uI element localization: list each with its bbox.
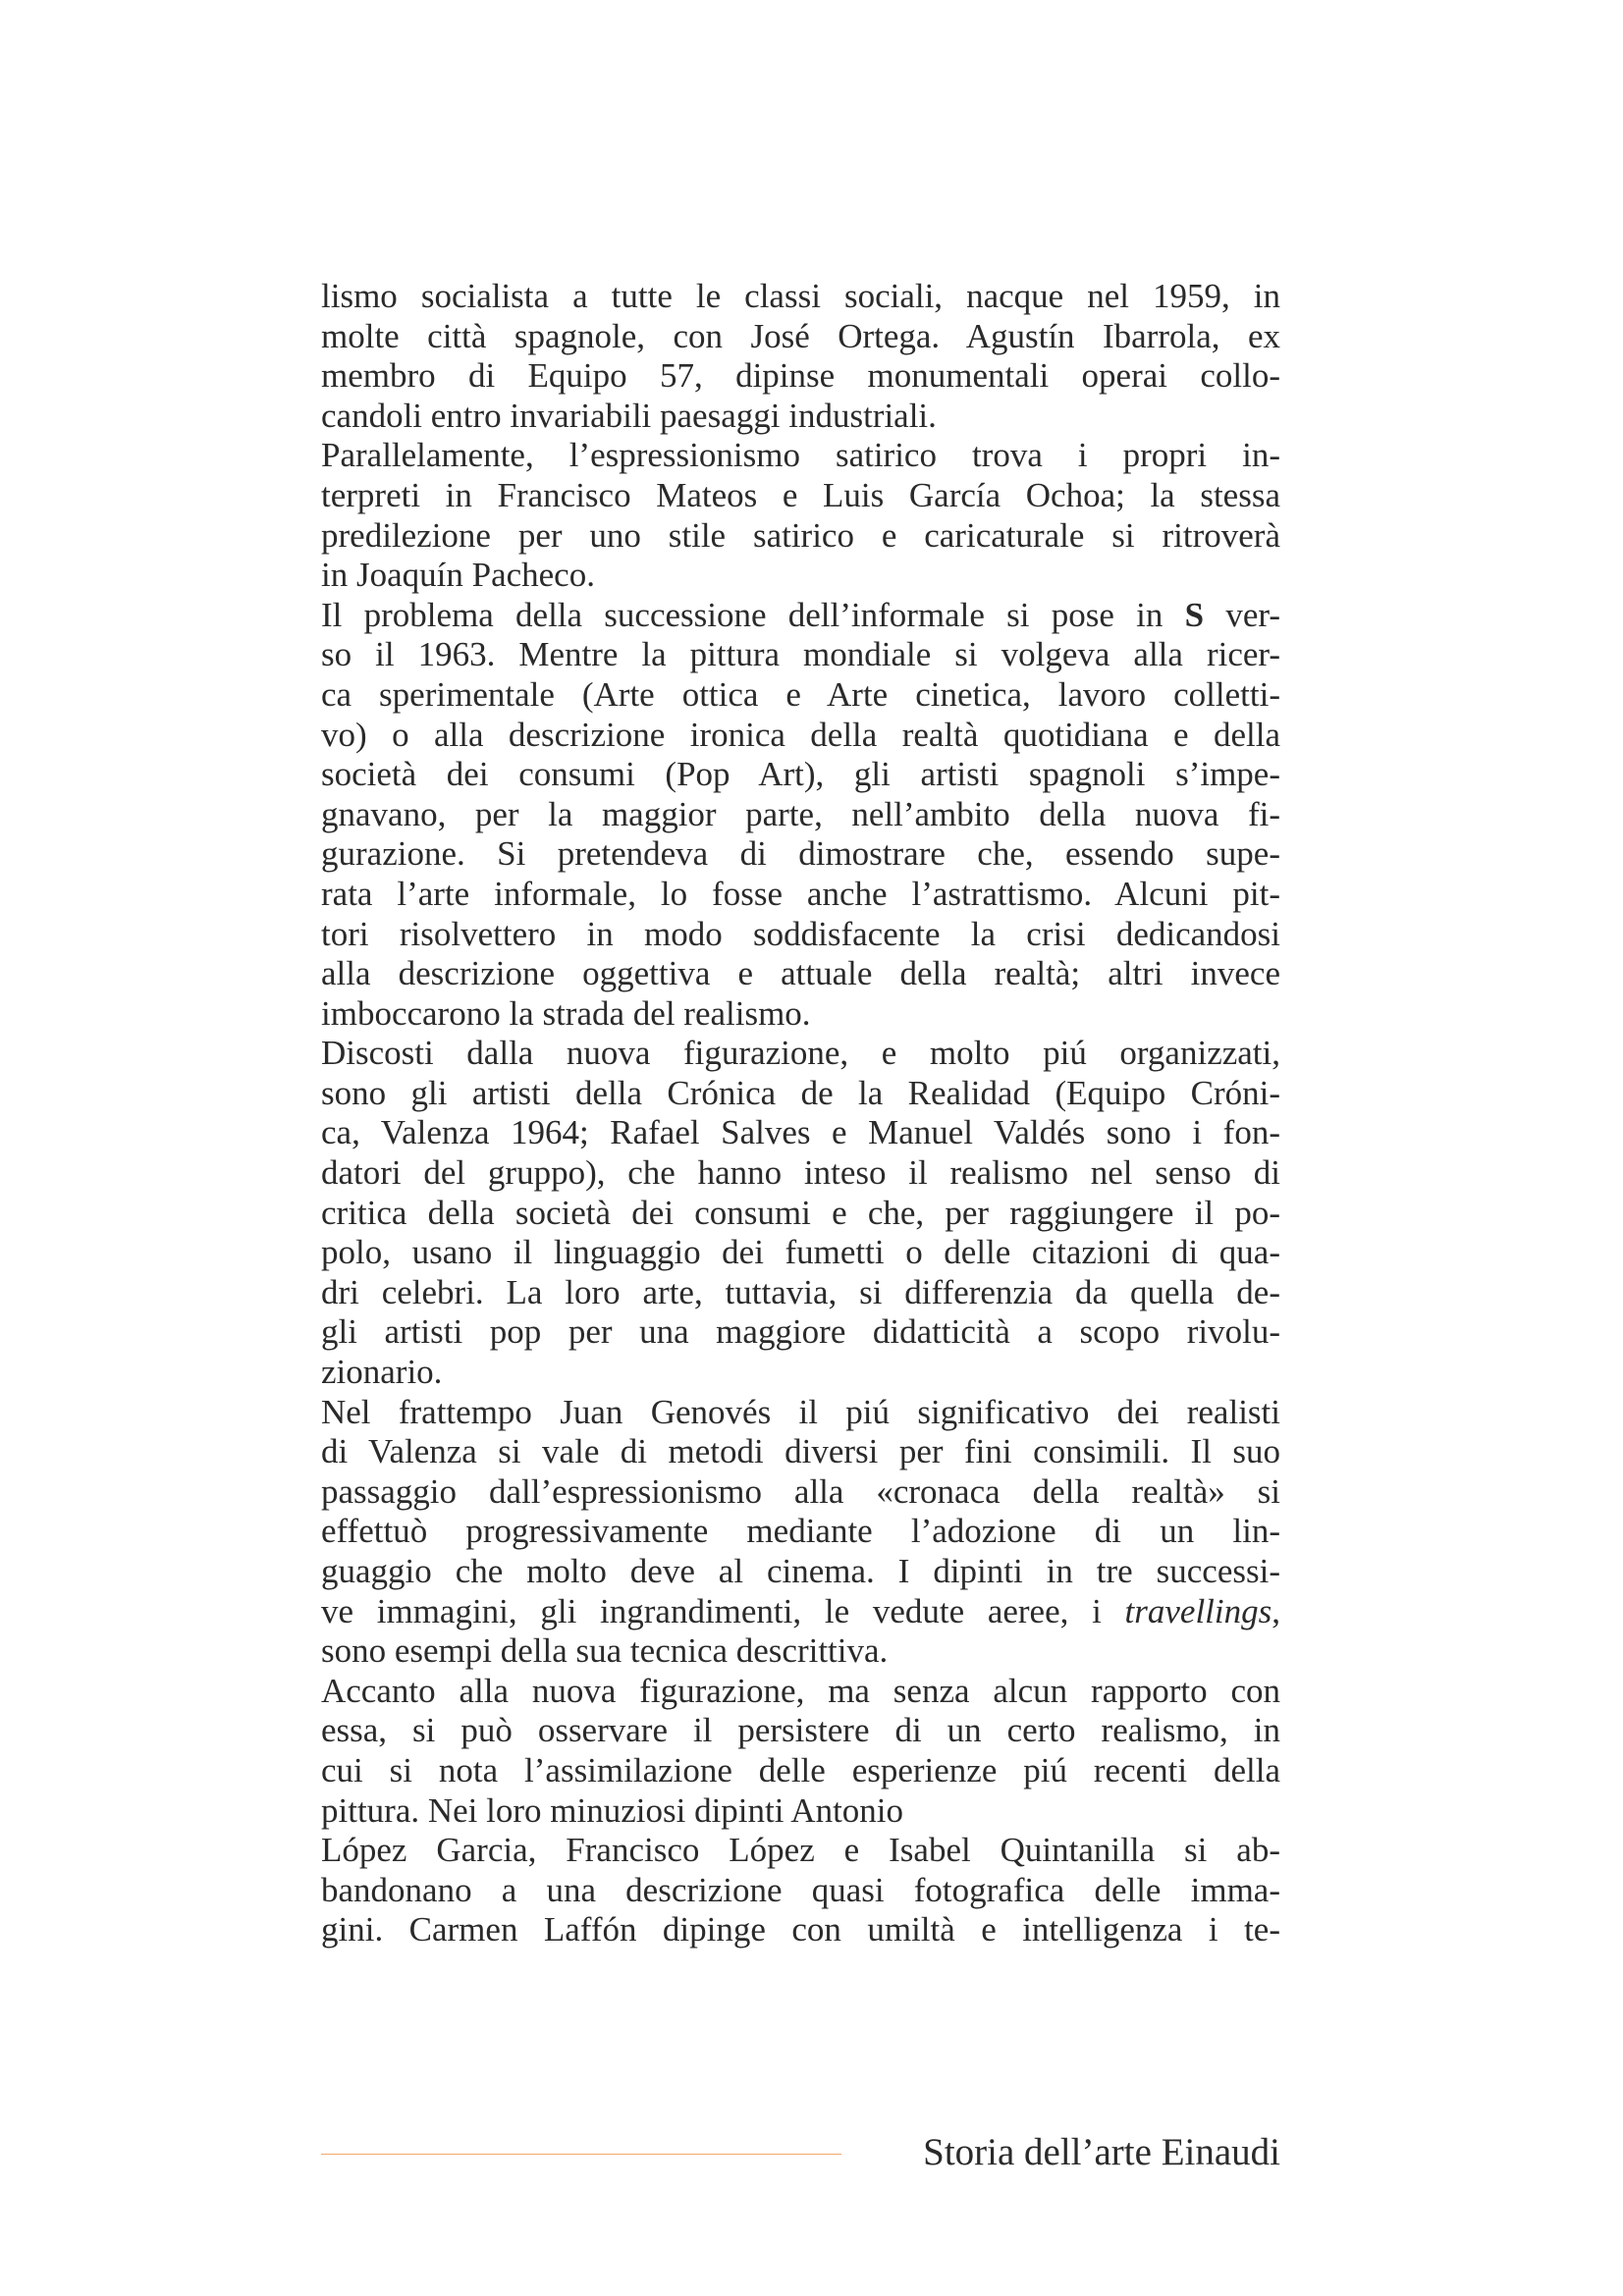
text-line: terpreti in Francisco Mateos e Luis García Ochoa; la stessa [321, 475, 1280, 514]
text-line: cui si nota l’assimilazione delle esperienze piú recenti della [321, 1750, 1280, 1789]
text-line: vo) o alla descrizione ironica della realtà quotidiana e della [321, 715, 1280, 754]
text-line: imboccarono la strada del realismo. [321, 993, 811, 1033]
text-line: polo, usano il linguaggio dei fumetti o delle citazioni di qua- [321, 1233, 1280, 1272]
text-line: molte città spagnole, con José Ortega. Agustín Ibarrola, ex [321, 316, 1280, 355]
text-line: gli artisti pop per una maggiore didatticità a scopo rivolu- [321, 1312, 1280, 1352]
text-line: essa, si può osservare il persistere di un certo realismo, in [321, 1711, 1280, 1750]
text-line: Discosti dalla nuova figurazione, e molto piú organizzati, [321, 1034, 1280, 1073]
text-line: critica della società dei consumi e che, per raggiungere il po- [321, 1193, 1280, 1232]
text-line [321, 596, 1280, 636]
text-line: passaggio dall’espressionismo alla «cronaca della realtà» si [321, 1471, 1280, 1511]
text-segment: , [1271, 1591, 1280, 1630]
text-line: López Garcia, Francisco López e Isabel Quintanilla si ab- [321, 1831, 1280, 1870]
text-line: alla descrizione oggettiva e attuale della realtà; altri invece [321, 954, 1280, 993]
text-line: lismo socialista a tutte le classi sociali, nacque nel 1959, in [321, 277, 1280, 315]
footer-rule [321, 2154, 841, 2155]
footer-title: Storia dell’arte Einaudi [923, 2131, 1280, 2173]
italic-term: travellings [1124, 1591, 1272, 1630]
text-segment: ver- [1204, 595, 1280, 634]
text-line: predilezione per uno stile satirico e caricaturale si ritroverà [321, 515, 1280, 555]
text-line: membro di Equipo 57, dipinse monumentali operai collo- [321, 356, 1280, 396]
text-line: datori del gruppo), che hanno inteso il realismo nel senso di [321, 1153, 1280, 1193]
text-line: gurazione. Si pretendeva di dimostrare che, essendo supe- [321, 834, 1280, 874]
text-segment: ve immagini, gli ingrandimenti, le vedute aeree, i [321, 1591, 1125, 1630]
text-line: gini. Carmen Laffón dipinge con umiltà e intelligenza i te- [321, 1910, 1280, 1949]
text-line: Accanto alla nuova figurazione, ma senza alcun rapporto con [321, 1671, 1280, 1710]
text-line: in Joaquín Pacheco. [321, 556, 595, 595]
text-line: rata l’arte informale, lo fosse anche l’astrattismo. Alcuni pit- [321, 874, 1280, 913]
text-line: Parallelamente, l’espressionismo satirico trova i propri in- [321, 436, 1280, 475]
text-line: effettuò progressivamente mediante l’adozione di un lin- [321, 1512, 1280, 1551]
text-line: tori risolvettero in modo soddisfacente la crisi dedicandosi [321, 914, 1280, 953]
text-line: società dei consumi (Pop Art), gli artisti spagnoli s’impe- [321, 755, 1280, 794]
text-segment: Il problema della successione dell’informale si pose in [321, 595, 1185, 634]
text-line [321, 1592, 1280, 1632]
page-footer [321, 2128, 1280, 2177]
text-line: so il 1963. Mentre la pittura mondiale si volgeva alla ricer- [321, 635, 1280, 674]
text-line: bandonano a una descrizione quasi fotografica delle imma- [321, 1870, 1280, 1909]
text-line: ca sperimentale (Arte ottica e Arte cinetica, lavoro colletti- [321, 674, 1280, 714]
text-line: gnavano, per la maggior parte, nell’ambito della nuova fi- [321, 794, 1280, 833]
text-line: sono esempi della sua tecnica descrittiva. [321, 1631, 889, 1671]
text-line: dri celebri. La loro arte, tuttavia, si differenzia da quella de- [321, 1272, 1280, 1311]
bold-letter: S [1184, 595, 1205, 634]
body-text [321, 277, 1280, 1950]
text-line: sono gli artisti della Crónica de la Realidad (Equipo Cróni- [321, 1073, 1280, 1112]
text-line: Nel frattempo Juan Genovés il piú significativo dei realisti [321, 1392, 1280, 1431]
text-line: pittura. Nei loro minuziosi dipinti Antonio [321, 1790, 904, 1830]
text-line: candoli entro invariabili paesaggi industriali. [321, 396, 937, 435]
text-line: di Valenza si vale di metodi diversi per fini consimili. Il suo [321, 1432, 1280, 1471]
text-line: ca, Valenza 1964; Rafael Salves e Manuel Valdés sono i fon- [321, 1113, 1280, 1152]
text-line: zionario. [321, 1353, 443, 1392]
text-line: guaggio che molto deve al cinema. I dipinti in tre successi- [321, 1552, 1280, 1590]
